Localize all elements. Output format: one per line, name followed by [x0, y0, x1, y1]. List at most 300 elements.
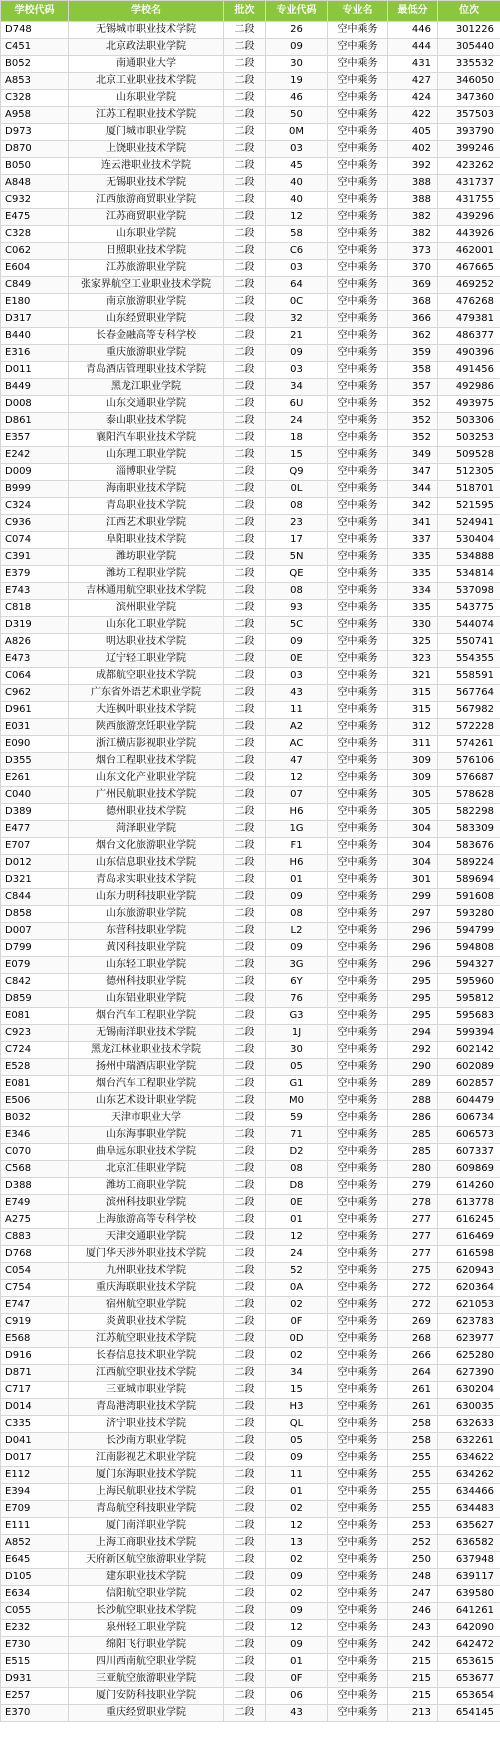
cell-school-code: E528: [1, 1059, 69, 1076]
table-row: [1, 73, 500, 90]
cell-school-name: 山东职业学院: [69, 90, 224, 107]
cell-school-name: 烟台文化旅游职业学院: [69, 838, 224, 855]
cell-school-name: 北京汇佳职业学院: [69, 1161, 224, 1178]
cell-school-code: D961: [1, 702, 69, 719]
cell-batch: 二段: [224, 1314, 266, 1331]
table-row: [1, 787, 500, 804]
cell-min-score: 352: [388, 430, 438, 447]
cell-batch: 二段: [224, 1161, 266, 1178]
table-row: [1, 1025, 500, 1042]
cell-major-name: 空中乘务: [328, 1620, 388, 1637]
cell-major-name: 空中乘务: [328, 549, 388, 566]
header-major-name: 专业名: [328, 1, 388, 22]
cell-batch: 二段: [224, 617, 266, 634]
cell-school-name: 南京旅游职业学院: [69, 294, 224, 311]
cell-rank: 653677: [438, 1671, 500, 1688]
cell-major-name: 空中乘务: [328, 209, 388, 226]
cell-min-score: 305: [388, 804, 438, 821]
cell-min-score: 285: [388, 1127, 438, 1144]
table-row: [1, 974, 500, 991]
cell-major-name: 空中乘务: [328, 73, 388, 90]
cell-major-name: 空中乘务: [328, 1637, 388, 1654]
cell-major-code: 40: [266, 192, 328, 209]
cell-major-code: D8: [266, 1178, 328, 1195]
cell-rank: 609869: [438, 1161, 500, 1178]
cell-school-code: E473: [1, 651, 69, 668]
cell-major-name: 空中乘务: [328, 379, 388, 396]
cell-min-score: 304: [388, 821, 438, 838]
cell-major-code: G3: [266, 1008, 328, 1025]
cell-batch: 二段: [224, 1059, 266, 1076]
cell-rank: 620943: [438, 1263, 500, 1280]
cell-school-name: 黑龙江林业职业技术学院: [69, 1042, 224, 1059]
cell-batch: 二段: [224, 175, 266, 192]
cell-batch: 二段: [224, 1331, 266, 1348]
cell-school-name: 长春信息技术职业学院: [69, 1348, 224, 1365]
cell-major-name: 空中乘务: [328, 634, 388, 651]
cell-major-code: 71: [266, 1127, 328, 1144]
cell-major-name: 空中乘务: [328, 464, 388, 481]
cell-min-score: 309: [388, 753, 438, 770]
cell-major-name: 空中乘务: [328, 1144, 388, 1161]
cell-min-score: 382: [388, 226, 438, 243]
cell-rank: 630204: [438, 1382, 500, 1399]
cell-major-name: 空中乘务: [328, 974, 388, 991]
cell-rank: 594808: [438, 940, 500, 957]
cell-school-code: D931: [1, 1671, 69, 1688]
cell-min-score: 370: [388, 260, 438, 277]
table-row: [1, 1399, 500, 1416]
cell-rank: 534814: [438, 566, 500, 583]
cell-school-name: 北京政法职业学院: [69, 39, 224, 56]
table-row: [1, 481, 500, 498]
table-row: [1, 209, 500, 226]
header-batch: 批次: [224, 1, 266, 22]
cell-min-score: 405: [388, 124, 438, 141]
table-row: [1, 1263, 500, 1280]
table-row: [1, 1450, 500, 1467]
cell-batch: 二段: [224, 90, 266, 107]
cell-school-name: 山东交通职业学院: [69, 396, 224, 413]
table-header-row: [1, 1, 500, 22]
cell-school-name: 江苏旅游职业学院: [69, 260, 224, 277]
cell-major-code: 1J: [266, 1025, 328, 1042]
cell-min-score: 296: [388, 923, 438, 940]
cell-min-score: 311: [388, 736, 438, 753]
table-row: [1, 39, 500, 56]
table-row: [1, 175, 500, 192]
cell-major-name: 空中乘务: [328, 617, 388, 634]
cell-batch: 二段: [224, 107, 266, 124]
cell-school-code: E730: [1, 1637, 69, 1654]
cell-min-score: 296: [388, 957, 438, 974]
cell-batch: 二段: [224, 1365, 266, 1382]
cell-major-name: 空中乘务: [328, 685, 388, 702]
table-body: [1, 22, 500, 1722]
cell-min-score: 295: [388, 974, 438, 991]
cell-batch: 二段: [224, 1467, 266, 1484]
cell-school-name: 江西航空职业技术学院: [69, 1365, 224, 1382]
cell-major-name: 空中乘务: [328, 362, 388, 379]
cell-school-name: 上海民航职业技术学院: [69, 1484, 224, 1501]
cell-rank: 591608: [438, 889, 500, 906]
table-row: [1, 345, 500, 362]
cell-rank: 543775: [438, 600, 500, 617]
cell-min-score: 352: [388, 396, 438, 413]
cell-major-name: 空中乘务: [328, 787, 388, 804]
cell-school-name: 青岛航空科技职业学院: [69, 1501, 224, 1518]
cell-school-code: C074: [1, 532, 69, 549]
cell-major-name: 空中乘务: [328, 515, 388, 532]
cell-school-code: E747: [1, 1297, 69, 1314]
cell-rank: 467665: [438, 260, 500, 277]
cell-school-code: E112: [1, 1467, 69, 1484]
cell-batch: 二段: [224, 447, 266, 464]
cell-school-code: D011: [1, 362, 69, 379]
cell-major-code: 09: [266, 39, 328, 56]
cell-major-code: 11: [266, 1467, 328, 1484]
cell-major-code: 09: [266, 940, 328, 957]
cell-rank: 634483: [438, 1501, 500, 1518]
cell-school-code: D012: [1, 855, 69, 872]
cell-school-code: C328: [1, 226, 69, 243]
cell-school-code: A853: [1, 73, 69, 90]
table-row: [1, 260, 500, 277]
cell-batch: 二段: [224, 1654, 266, 1671]
cell-major-name: 空中乘务: [328, 1229, 388, 1246]
cell-major-name: 空中乘务: [328, 1042, 388, 1059]
cell-min-score: 269: [388, 1314, 438, 1331]
cell-school-code: C919: [1, 1314, 69, 1331]
cell-batch: 二段: [224, 668, 266, 685]
cell-batch: 二段: [224, 855, 266, 872]
cell-rank: 599394: [438, 1025, 500, 1042]
cell-rank: 503306: [438, 413, 500, 430]
cell-school-name: 山东信息职业技术学院: [69, 855, 224, 872]
cell-rank: 635627: [438, 1518, 500, 1535]
cell-school-code: E079: [1, 957, 69, 974]
cell-school-name: 山东经贸职业学院: [69, 311, 224, 328]
header-min-score: 最低分: [388, 1, 438, 22]
cell-major-name: 空中乘务: [328, 736, 388, 753]
cell-school-code: E743: [1, 583, 69, 600]
cell-batch: 二段: [224, 379, 266, 396]
cell-school-code: A826: [1, 634, 69, 651]
cell-school-name: 菏泽职业学院: [69, 821, 224, 838]
cell-major-name: 空中乘务: [328, 753, 388, 770]
cell-school-name: 山东海事职业学院: [69, 1127, 224, 1144]
cell-school-code: E180: [1, 294, 69, 311]
cell-major-code: 02: [266, 1348, 328, 1365]
cell-major-code: 05: [266, 1059, 328, 1076]
table-row: [1, 1212, 500, 1229]
cell-min-score: 304: [388, 838, 438, 855]
cell-major-name: 空中乘务: [328, 1450, 388, 1467]
cell-rank: 642472: [438, 1637, 500, 1654]
cell-school-code: E379: [1, 566, 69, 583]
cell-major-code: A2: [266, 719, 328, 736]
cell-major-code: AC: [266, 736, 328, 753]
cell-rank: 521595: [438, 498, 500, 515]
cell-batch: 二段: [224, 1178, 266, 1195]
cell-min-score: 255: [388, 1484, 438, 1501]
cell-school-name: 泉州轻工职业学院: [69, 1620, 224, 1637]
cell-rank: 493975: [438, 396, 500, 413]
cell-school-name: 海南职业技术学院: [69, 481, 224, 498]
cell-min-score: 292: [388, 1042, 438, 1059]
cell-major-code: 26: [266, 22, 328, 39]
cell-min-score: 277: [388, 1246, 438, 1263]
cell-batch: 二段: [224, 1212, 266, 1229]
cell-school-name: 阜阳职业技术学院: [69, 532, 224, 549]
cell-min-score: 296: [388, 940, 438, 957]
cell-school-code: E031: [1, 719, 69, 736]
cell-major-code: 13: [266, 1535, 328, 1552]
cell-school-name: 长沙航空职业技术学院: [69, 1603, 224, 1620]
cell-major-name: 空中乘务: [328, 1161, 388, 1178]
cell-major-name: 空中乘务: [328, 56, 388, 73]
cell-major-code: 11: [266, 702, 328, 719]
table-row: [1, 158, 500, 175]
cell-major-name: 空中乘务: [328, 532, 388, 549]
table-row: [1, 1297, 500, 1314]
cell-rank: 335532: [438, 56, 500, 73]
cell-batch: 二段: [224, 1518, 266, 1535]
table-row: [1, 107, 500, 124]
cell-min-score: 299: [388, 889, 438, 906]
cell-rank: 606734: [438, 1110, 500, 1127]
table-row: [1, 1093, 500, 1110]
cell-school-name: 烟台汽车工程职业学院: [69, 1008, 224, 1025]
cell-major-name: 空中乘务: [328, 668, 388, 685]
cell-rank: 653654: [438, 1688, 500, 1705]
cell-min-score: 242: [388, 1637, 438, 1654]
cell-school-name: 济宁职业技术学院: [69, 1416, 224, 1433]
table-row: [1, 1178, 500, 1195]
table-row: [1, 634, 500, 651]
cell-school-name: 泰山职业技术学院: [69, 413, 224, 430]
cell-min-score: 248: [388, 1569, 438, 1586]
cell-school-code: D389: [1, 804, 69, 821]
cell-major-code: 34: [266, 379, 328, 396]
cell-min-score: 272: [388, 1297, 438, 1314]
cell-batch: 二段: [224, 1603, 266, 1620]
cell-school-name: 青岛求实职业技术学院: [69, 872, 224, 889]
cell-rank: 469252: [438, 277, 500, 294]
cell-min-score: 315: [388, 685, 438, 702]
cell-school-name: 烟台工程职业技术学院: [69, 753, 224, 770]
cell-batch: 二段: [224, 634, 266, 651]
cell-major-name: 空中乘务: [328, 39, 388, 56]
cell-min-score: 247: [388, 1586, 438, 1603]
cell-major-code: 01: [266, 872, 328, 889]
cell-batch: 二段: [224, 532, 266, 549]
cell-major-name: 空中乘务: [328, 396, 388, 413]
cell-min-score: 344: [388, 481, 438, 498]
table-row: [1, 600, 500, 617]
table-row: [1, 770, 500, 787]
cell-school-name: 四川西南航空职业学院: [69, 1654, 224, 1671]
cell-rank: 583676: [438, 838, 500, 855]
cell-major-code: G1: [266, 1076, 328, 1093]
cell-batch: 二段: [224, 770, 266, 787]
table-row: [1, 1144, 500, 1161]
table-row: [1, 719, 500, 736]
table-row: [1, 311, 500, 328]
table-row: [1, 1382, 500, 1399]
cell-min-score: 275: [388, 1263, 438, 1280]
cell-rank: 639580: [438, 1586, 500, 1603]
cell-school-code: A848: [1, 175, 69, 192]
cell-min-score: 297: [388, 906, 438, 923]
cell-rank: 614260: [438, 1178, 500, 1195]
cell-major-code: 43: [266, 685, 328, 702]
table-row: [1, 821, 500, 838]
cell-batch: 二段: [224, 73, 266, 90]
cell-major-name: 空中乘务: [328, 158, 388, 175]
cell-batch: 二段: [224, 1450, 266, 1467]
cell-major-code: 0L: [266, 481, 328, 498]
table-row: [1, 804, 500, 821]
table-row: [1, 532, 500, 549]
cell-major-name: 空中乘务: [328, 447, 388, 464]
cell-school-code: E111: [1, 1518, 69, 1535]
cell-batch: 二段: [224, 1297, 266, 1314]
table-row: [1, 566, 500, 583]
cell-major-code: 30: [266, 56, 328, 73]
cell-min-score: 277: [388, 1212, 438, 1229]
table-row: [1, 1620, 500, 1637]
cell-school-code: C923: [1, 1025, 69, 1042]
cell-school-code: E261: [1, 770, 69, 787]
cell-major-name: 空中乘务: [328, 1246, 388, 1263]
cell-batch: 二段: [224, 991, 266, 1008]
cell-rank: 595812: [438, 991, 500, 1008]
cell-batch: 二段: [224, 396, 266, 413]
cell-major-code: 12: [266, 1620, 328, 1637]
cell-major-name: 空中乘务: [328, 1212, 388, 1229]
cell-major-code: 09: [266, 345, 328, 362]
cell-school-name: 无锡城市职业技术学院: [69, 22, 224, 39]
cell-major-code: 52: [266, 1263, 328, 1280]
cell-major-name: 空中乘务: [328, 413, 388, 430]
cell-school-name: 山东轻工职业学院: [69, 957, 224, 974]
cell-min-score: 277: [388, 1229, 438, 1246]
cell-school-name: 张家界航空工业职业技术学院: [69, 277, 224, 294]
cell-school-code: D105: [1, 1569, 69, 1586]
cell-min-score: 304: [388, 855, 438, 872]
table-row: [1, 872, 500, 889]
cell-school-name: 滨州职业学院: [69, 600, 224, 617]
cell-min-score: 358: [388, 362, 438, 379]
cell-batch: 二段: [224, 1399, 266, 1416]
cell-school-code: C062: [1, 243, 69, 260]
table-row: [1, 838, 500, 855]
table-row: [1, 1008, 500, 1025]
cell-major-code: 02: [266, 1586, 328, 1603]
cell-rank: 492986: [438, 379, 500, 396]
cell-major-code: 12: [266, 209, 328, 226]
cell-school-name: 吉林通用航空职业技术学院: [69, 583, 224, 600]
cell-batch: 二段: [224, 583, 266, 600]
cell-school-name: 山东化工职业学院: [69, 617, 224, 634]
cell-batch: 二段: [224, 821, 266, 838]
cell-min-score: 305: [388, 787, 438, 804]
cell-school-code: B440: [1, 328, 69, 345]
cell-rank: 607337: [438, 1144, 500, 1161]
cell-min-score: 366: [388, 311, 438, 328]
table-row: [1, 396, 500, 413]
cell-min-score: 315: [388, 702, 438, 719]
cell-major-code: 03: [266, 141, 328, 158]
cell-major-code: 6Y: [266, 974, 328, 991]
cell-school-name: 青岛港湾职业技术学院: [69, 1399, 224, 1416]
cell-school-code: D858: [1, 906, 69, 923]
cell-major-name: 空中乘务: [328, 1059, 388, 1076]
cell-school-code: E346: [1, 1127, 69, 1144]
cell-school-code: D916: [1, 1348, 69, 1365]
cell-batch: 二段: [224, 923, 266, 940]
cell-major-name: 空中乘务: [328, 345, 388, 362]
cell-major-code: 34: [266, 1365, 328, 1382]
cell-major-name: 空中乘务: [328, 1705, 388, 1722]
cell-school-name: 山东理工职业学院: [69, 447, 224, 464]
cell-major-code: 19: [266, 73, 328, 90]
cell-major-code: 40: [266, 175, 328, 192]
cell-batch: 二段: [224, 1263, 266, 1280]
cell-major-name: 空中乘务: [328, 855, 388, 872]
cell-rank: 595683: [438, 1008, 500, 1025]
cell-major-code: 0E: [266, 651, 328, 668]
cell-major-code: 64: [266, 277, 328, 294]
cell-rank: 558591: [438, 668, 500, 685]
cell-min-score: 264: [388, 1365, 438, 1382]
cell-min-score: 382: [388, 209, 438, 226]
cell-school-code: A958: [1, 107, 69, 124]
cell-major-code: 09: [266, 1603, 328, 1620]
cell-school-code: D748: [1, 22, 69, 39]
cell-min-score: 279: [388, 1178, 438, 1195]
table-row: [1, 56, 500, 73]
cell-major-name: 空中乘务: [328, 1518, 388, 1535]
cell-batch: 二段: [224, 1195, 266, 1212]
cell-school-code: C451: [1, 39, 69, 56]
cell-school-name: 江南影视艺术职业学院: [69, 1450, 224, 1467]
cell-rank: 602857: [438, 1076, 500, 1093]
cell-school-name: 九州职业技术学院: [69, 1263, 224, 1280]
cell-school-name: 厦门安防科技职业学院: [69, 1688, 224, 1705]
cell-rank: 346050: [438, 73, 500, 90]
cell-min-score: 334: [388, 583, 438, 600]
cell-batch: 二段: [224, 889, 266, 906]
cell-major-code: 09: [266, 1450, 328, 1467]
cell-rank: 550741: [438, 634, 500, 651]
cell-school-name: 山东文化产业职业学院: [69, 770, 224, 787]
cell-major-name: 空中乘务: [328, 22, 388, 39]
cell-school-name: 江苏工程职业技术学院: [69, 107, 224, 124]
cell-school-name: 上海工商职业技术学院: [69, 1535, 224, 1552]
cell-major-name: 空中乘务: [328, 1093, 388, 1110]
cell-rank: 583309: [438, 821, 500, 838]
cell-batch: 二段: [224, 362, 266, 379]
cell-school-code: E506: [1, 1093, 69, 1110]
cell-major-name: 空中乘务: [328, 175, 388, 192]
cell-major-name: 空中乘务: [328, 1025, 388, 1042]
cell-school-name: 三亚城市职业学院: [69, 1382, 224, 1399]
cell-min-score: 321: [388, 668, 438, 685]
cell-batch: 二段: [224, 940, 266, 957]
cell-batch: 二段: [224, 685, 266, 702]
